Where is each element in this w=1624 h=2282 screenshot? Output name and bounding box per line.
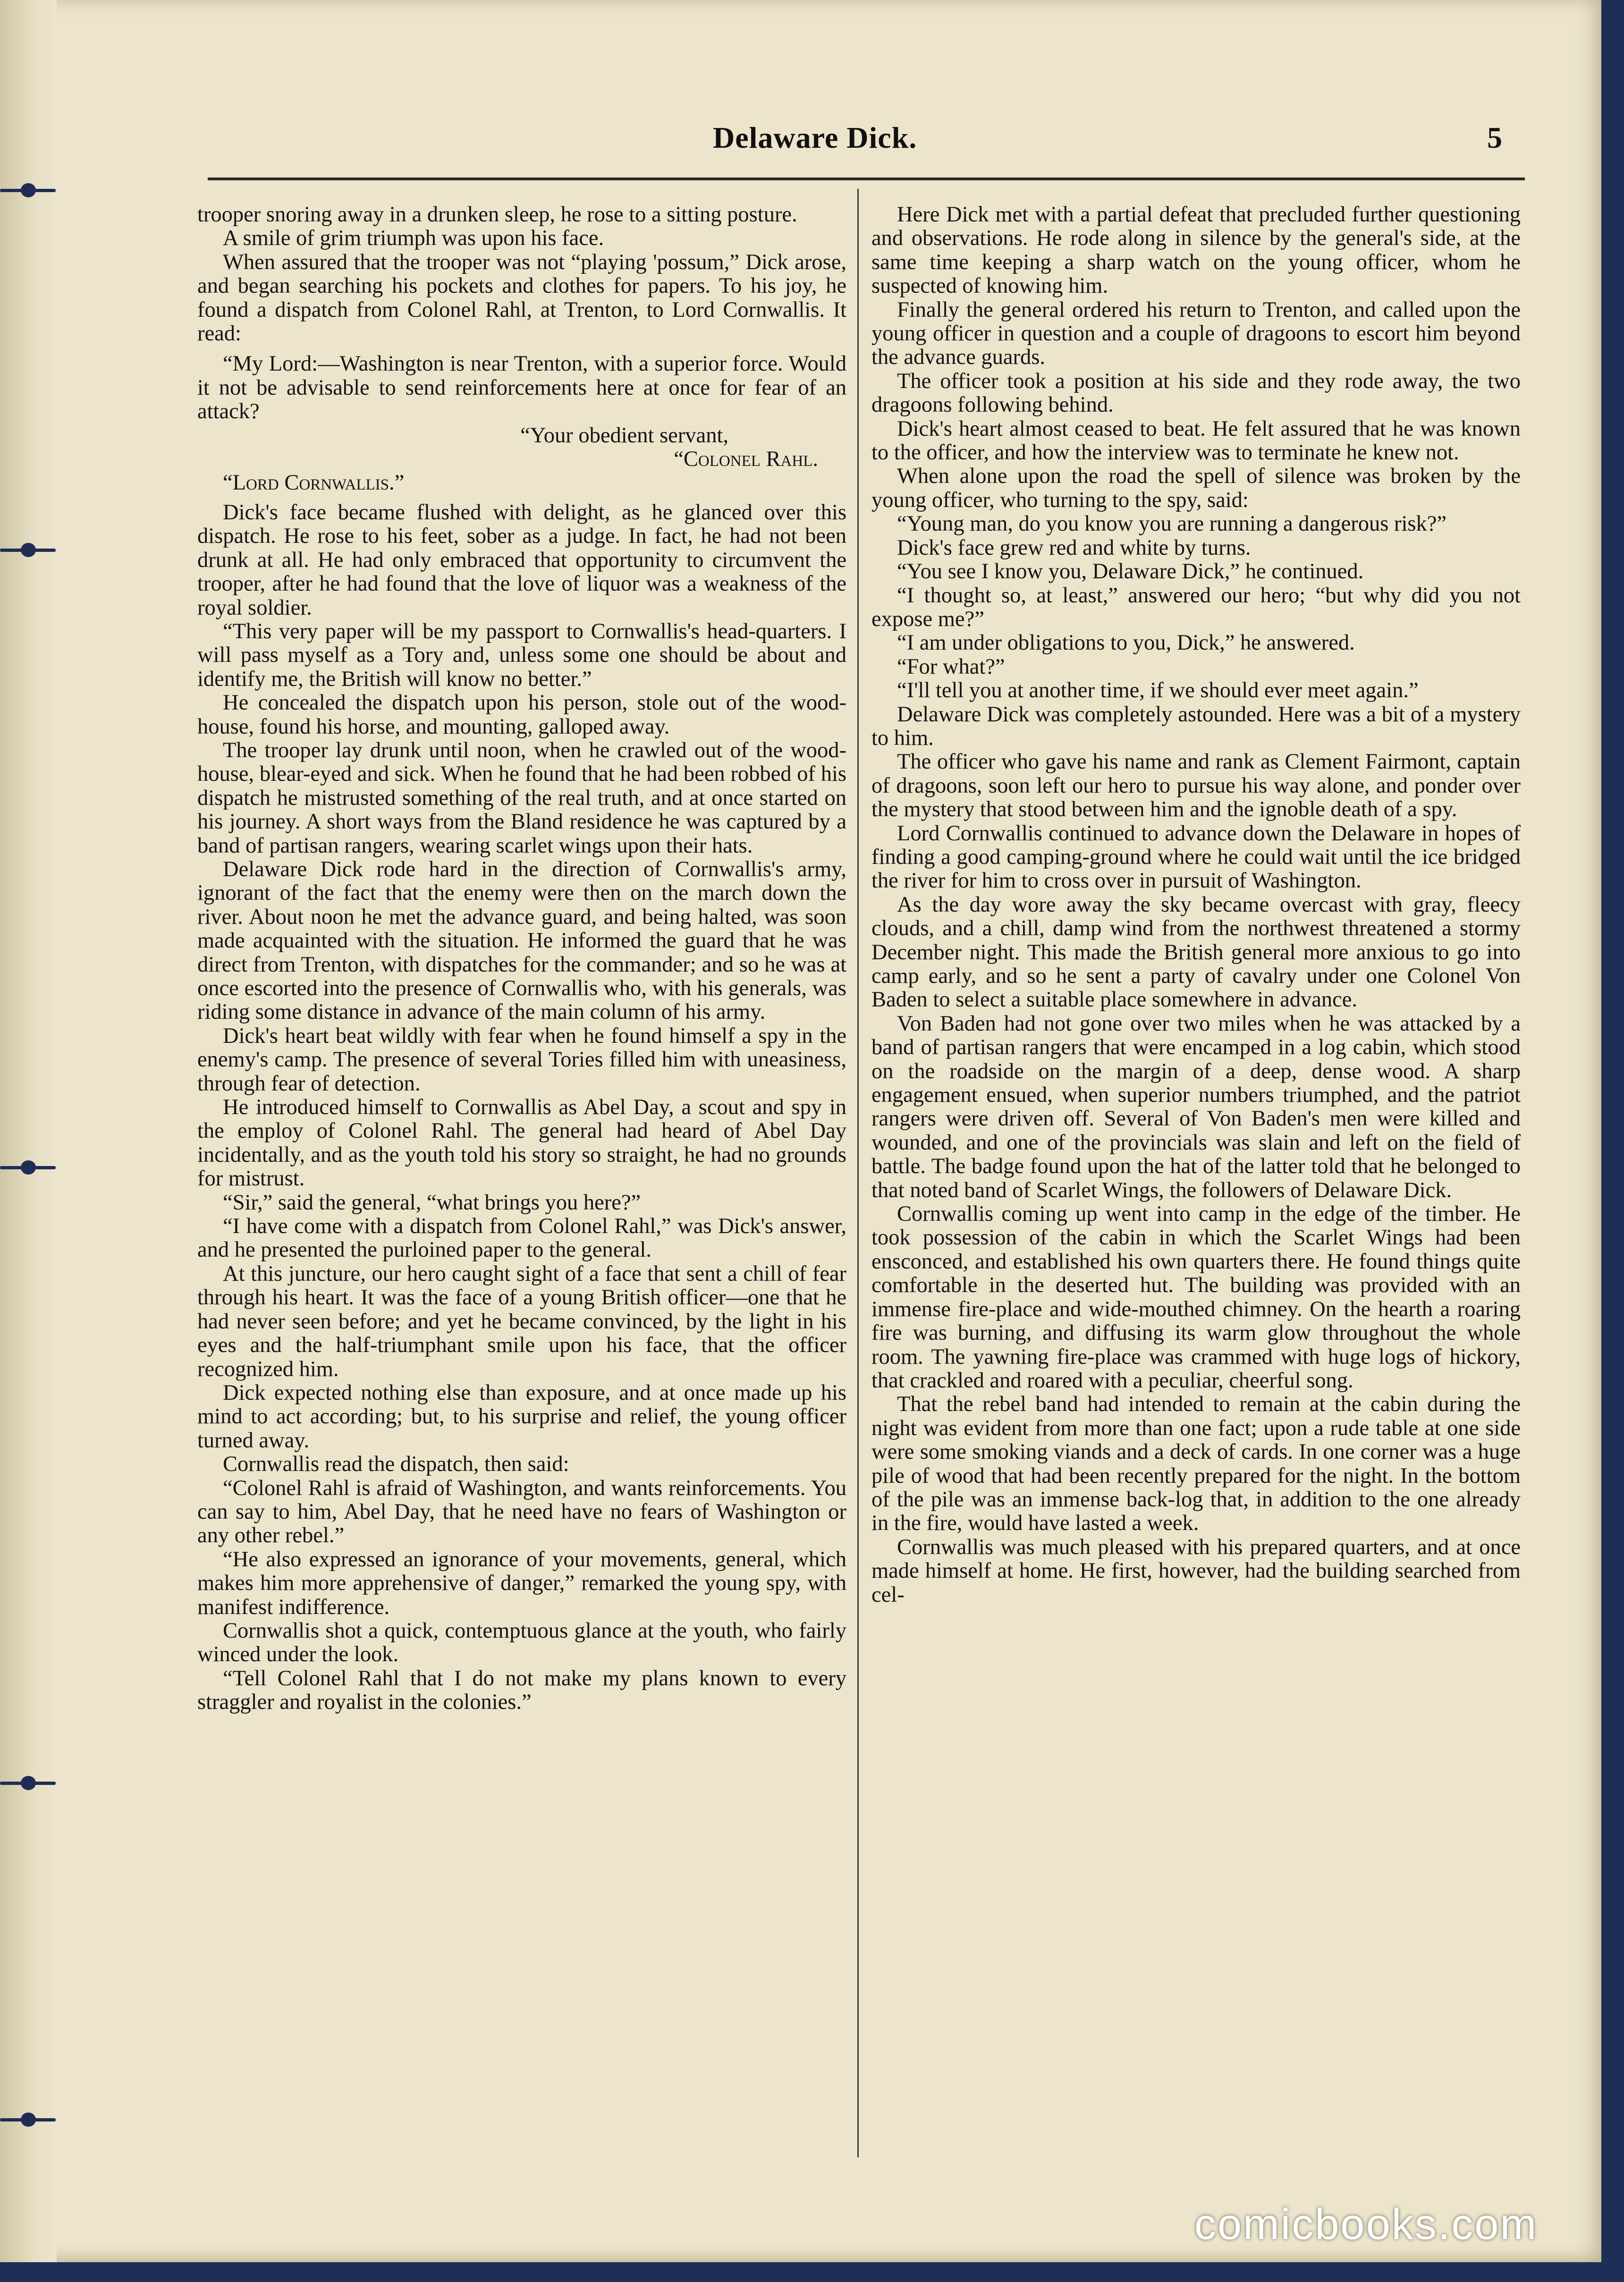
paragraph: Dick's face grew red and white by turns. bbox=[897, 535, 1251, 560]
paragraph: Lord Cornwallis continued to advance down the Delaware in hopes of finding a good camping-ground where he could wait until the ice bridged the river for him to cross over in pursuit of Washington. bbox=[871, 821, 1521, 893]
paragraph: “Young man, do you know you are running a dangerous risk?” bbox=[897, 512, 1447, 536]
binding-stitch-icon bbox=[0, 543, 56, 557]
header-rule bbox=[208, 177, 1525, 180]
binding-gutter bbox=[0, 0, 57, 2262]
paragraph: “I'll tell you at another time, if we should ever meet again.” bbox=[897, 678, 1419, 703]
paragraph: The officer took a position at his side and they rode away, the two dragoons following behind. bbox=[871, 369, 1521, 417]
paragraph: trooper snoring away in a drunken sleep, he rose to a sitting posture. bbox=[197, 203, 797, 227]
running-head-title: Delaware Dick. bbox=[713, 121, 917, 154]
paragraph: Delaware Dick rode hard in the direction of Cornwallis's army, ignorant of the fact that the enemy were then on the march down the river. About noon he met the advance guard, and being halted, was soon made acquainted with the situation. He informed the guard that he was direct from Trenton, with dispatches for the commander; and so he was at once escorted into the presence of Cornwallis who, with his generals, was riding some distance in advance of the main column of his army. bbox=[197, 857, 846, 1024]
binding-stitch-icon bbox=[0, 2113, 56, 2127]
paragraph: “For what?” bbox=[897, 654, 1005, 679]
paragraph: “Tell Colonel Rahl that I do not make my plans known to every straggler and royalist in the colonies.” bbox=[197, 1666, 846, 1715]
paragraph: When alone upon the road the spell of silence was broken by the young officer, who turning to the spy, said: bbox=[871, 464, 1521, 512]
paragraph: “I have come with a dispatch from Colonel Rahl,” was Dick's answer, and he presented the purloined paper to the general. bbox=[197, 1214, 846, 1262]
paragraph: Delaware Dick was completely astounded. Here was a bit of a mystery to him. bbox=[871, 702, 1521, 750]
paragraph: “You see I know you, Delaware Dick,” he continued. bbox=[897, 559, 1364, 584]
paragraph: Here Dick met with a partial defeat that precluded further questioning and observations. He rode along in silence by the general's side, at the same time keeping a sharp watch on the young officer, whom he suspected of knowing him. bbox=[871, 203, 1521, 298]
binding-stitch-icon bbox=[0, 1160, 56, 1175]
site-watermark: comicbooks.com bbox=[1194, 2200, 1538, 2248]
paragraph: As the day wore away the sky became overcast with gray, fleecy clouds, and a chill, damp wind from the northwest threatened a stormy December night. This made the British general more anxious to go into camp early, and so he sent a party of cavalry under one Colonel Von Baden to select a suitable place somewhere in advance. bbox=[871, 892, 1521, 1012]
letter-body: “My Lord:—Washington is near Trenton, with a superior force. Would it not be advisable to send reinforcements here at once for fear of an attack? bbox=[197, 352, 846, 424]
paragraph: “I am under obligations to you, Dick,” he answered. bbox=[897, 631, 1355, 655]
paragraph: The trooper lay drunk until noon, when he crawled out of the wood-house, blear-eyed and sick. When he found that he had been robbed of his dispatch he mistrusted something of the real truth, and at once started on his journey. A short ways from the Bland residence he was captured by a band of partisan rangers, wearing scarlet wings upon their hats. bbox=[197, 738, 846, 858]
paragraph: He introduced himself to Cornwallis as Abel Day, a scout and spy in the employ of Colonel Rahl. The general had heard of Abel Day incidentally, and as the youth told his story so straight, he had no grounds for mistrust. bbox=[197, 1095, 846, 1191]
paragraph: “He also expressed an ignorance of your movements, general, which makes him more apprehensive of danger,” remarked the young spy, with manifest indifference. bbox=[197, 1547, 846, 1619]
paragraph: Cornwallis coming up went into camp in the edge of the timber. He took possession of the cabin in which the Scarlet Wings had been ensconced, and established his own quarters there. He found things quite comfortable in the deserted hut. The building was provided with an immense fire-place and wide-mouthed chimney. On the hearth a roaring fire was burning, and diffusing its warm glow throughout the whole room. The yawning fire-place was crammed with huge logs of hickory, that crackled and roared with a peculiar, cheerful song. bbox=[871, 1202, 1521, 1393]
left-column bbox=[197, 203, 846, 1715]
column-divider bbox=[857, 189, 859, 2157]
paragraph: Dick's heart beat wildly with fear when he found himself a spy in the enemy's camp. The presence of several Tories filled him with uneasiness, through fear of detection. bbox=[197, 1023, 846, 1096]
paragraph: “Sir,” said the general, “what brings you here?” bbox=[223, 1190, 641, 1215]
right-column bbox=[871, 203, 1521, 1607]
paragraph: “I thought so, at least,” answered our hero; “but why did you not expose me?” bbox=[871, 583, 1521, 631]
paragraph: Cornwallis shot a quick, contemptuous glance at the youth, who fairly winced under the look. bbox=[197, 1618, 846, 1667]
paragraph: At this juncture, our hero caught sight of a face that sent a chill of fear through his heart. It was the face of a young British officer—one that he had never seen before; and yet he became convinced, by the light in his eyes and the half-triumphant smile upon his face, that the officer recognized him. bbox=[197, 1261, 846, 1381]
letter-closing: “Your obedient servant, bbox=[520, 423, 728, 448]
page-number: 5 bbox=[1487, 121, 1502, 154]
paragraph: Cornwallis was much pleased with his prepared quarters, and at once made himself at home. He first, however, had the building searched from cel- bbox=[871, 1535, 1521, 1607]
paragraph: Finally the general ordered his return to Trenton, and called upon the young officer in question and a couple of dragoons to escort him beyond the advance guards. bbox=[871, 297, 1521, 370]
paragraph: A smile of grim triumph was upon his face. bbox=[223, 226, 604, 251]
letter-signature: “Colonel Rahl. bbox=[674, 447, 818, 472]
paragraph: “This very paper will be my passport to Cornwallis's head-quarters. I will pass myself as a Tory and, unless some one should be about and identify me, the British will know no better.” bbox=[197, 619, 846, 691]
binding-stitch-icon bbox=[0, 1776, 56, 1790]
paragraph: That the rebel band had intended to remain at the cabin during the night was evident from more than one fact; upon a rude table at one side were some smoking viands and a deck of cards. In one corner was a huge pile of wood that had been recently prepared for the night. In the bottom of the pile was an immense back-log that, in addition to the one already in the fire, would have lasted a week. bbox=[871, 1392, 1521, 1536]
letter-addressee: “Lord Cornwallis.” bbox=[223, 471, 405, 495]
paragraph: When assured that the trooper was not “playing 'possum,” Dick arose, and began searching his pockets and clothes for papers. To his joy, he found a dispatch from Colonel Rahl, at Trenton, to Lord Cornwallis. It read: bbox=[197, 250, 846, 346]
paragraph: Dick's heart almost ceased to beat. He felt assured that he was known to the officer, and how the interview was to terminate he knew not. bbox=[871, 416, 1521, 465]
paragraph: Dick expected nothing else than exposure, and at once made up his mind to act according; but, to his surprise and relief, the young officer turned away. bbox=[197, 1380, 846, 1453]
paragraph: Von Baden had not gone over two miles when he was attacked by a band of partisan rangers that were encamped in a log cabin, which stood on the roadside on the margin of a deep, dense wood. A sharp engagement ensued, when superior numbers triumphed, and the patriot rangers were driven off. Several of Von Baden's men were killed and wounded, and one of the provincials was slain and left on the field of battle. The badge found upon the hat of the latter told that he belonged to that noted band of Scarlet Wings, the followers of Delaware Dick. bbox=[871, 1011, 1521, 1202]
paragraph: “Colonel Rahl is afraid of Washington, and wants reinforcements. You can say to him, Abel Day, that he need have no fears of Washington or any other rebel.” bbox=[197, 1476, 846, 1548]
paragraph: Dick's face became flushed with delight, as he glanced over this dispatch. He rose to his feet, sober as a judge. In fact, he had not been drunk at all. He had only embraced that opportunity to circumvent the trooper, after he had found that the love of liquor was a weakness of the royal soldier. bbox=[197, 500, 846, 620]
paragraph: The officer who gave his name and rank as Clement Fairmont, captain of dragoons, soon left our hero to pursue his way alone, and ponder over the mystery that stood between him and the ignoble death of a spy. bbox=[871, 750, 1521, 822]
paragraph: Cornwallis read the dispatch, then said: bbox=[223, 1452, 569, 1477]
binding-stitch-icon bbox=[0, 183, 56, 197]
paragraph: He concealed the dispatch upon his person, stole out of the wood-house, found his horse, and mounting, galloped away. bbox=[197, 691, 846, 739]
